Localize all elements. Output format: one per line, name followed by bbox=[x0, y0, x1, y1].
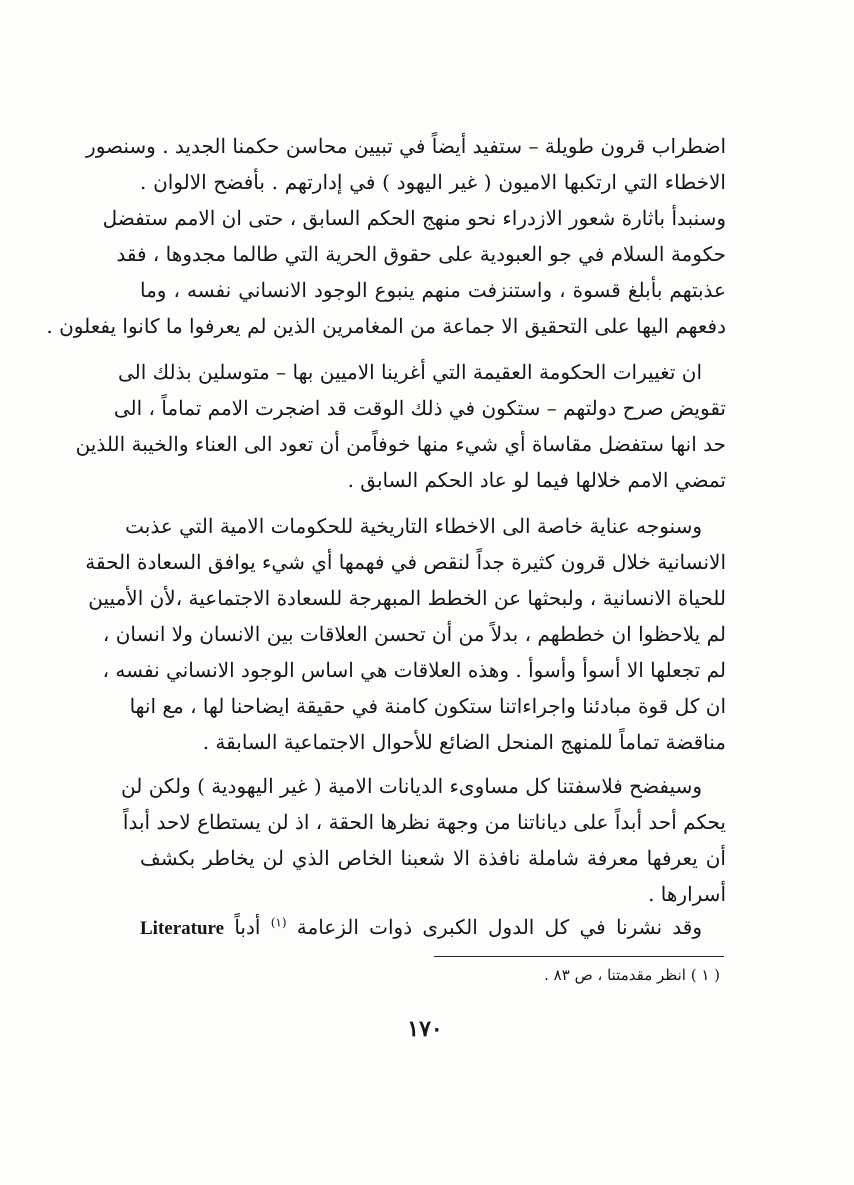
paragraph-2 bbox=[75, 354, 726, 498]
paragraph-line: أن يعرفها معرفة شاملة نافذة الا شعبنا الخاص الذي لن يخاطر بكشف bbox=[140, 846, 726, 870]
footnote-marker: (١) bbox=[270, 915, 287, 930]
paragraph-line: يحكم أحد أبداً على دياناتنا من وجهة نظرها الحقة ، اذ لن يستطاع لاحد أبداً bbox=[122, 810, 726, 834]
footnote: ( ١ ) انظر مقدمتنا ، ص ٨٣ . bbox=[544, 966, 720, 984]
paragraph-line: وسنبدأ باثارة شعور الازدراء نحو منهج الحكم السابق ، حتى ان الامم ستفضل bbox=[102, 206, 726, 230]
paragraph-line: مناقضة تماماً للمنهج المنحل الضائع للأحوال الاجتماعية السابقة . bbox=[202, 730, 726, 754]
paragraph-line: لم يلاحظوا ان خططهم ، بدلاً من أن تحسن العلاقات بين الانسان ولا انسان ، bbox=[102, 622, 726, 646]
paragraph-line: الاخطاء التي ارتكبها الاميون ( غير اليهود ) في إدارتهم . بأفضح الالوان . bbox=[140, 170, 726, 194]
paragraph-line bbox=[140, 906, 726, 948]
paragraph-line: حد انها ستفضل مقاساة أي شيء منها خوفاًمن أن تعود الى العناء والخيبة اللذين bbox=[75, 432, 726, 456]
last-paragraph-text: وقد نشرنا في كل الدول الكبرى ذوات الزعامة bbox=[296, 915, 703, 939]
latin-term: Literature bbox=[140, 918, 225, 939]
paragraph-line: للحياة الانسانية ، ولبحثها عن الخطط المبهرجة للسعادة الاجتماعية ،لأن الأميين bbox=[88, 586, 726, 610]
paragraph-5 bbox=[140, 906, 726, 948]
arabic-term: أدباً bbox=[234, 915, 261, 939]
paragraph-line: ان كل قوة مبادئنا واجراءاتنا ستكون كامنة في حقيقة ايضاحنا لها ، مع انها bbox=[129, 694, 726, 718]
paragraph-line: دفعهم اليها على التحقيق الا جماعة من المغامرين الذين لم يعرفوا ما كانوا يفعلون . bbox=[46, 314, 726, 338]
paragraph-line: وسنوجه عناية خاصة الى الاخطاء التاريخية للحكومات الامية التي عذبت bbox=[125, 514, 702, 538]
paragraph-line: وسيفضح فلاسفتنا كل مساوىء الديانات الامية ( غير اليهودية ) ولكن لن bbox=[121, 774, 702, 798]
paragraph-line: عذبتهم بأبلغ قسوة ، واستنزفت منهم ينبوع الوجود الانساني نفسه ، وما bbox=[140, 278, 726, 302]
paragraph-line: ان تغييرات الحكومة العقيمة التي أغرينا الاميين بها – متوسلين بذلك الى bbox=[118, 360, 702, 384]
paragraph-line: اضطراب قرون طويلة – ستفيد أيضاً في تبيين محاسن حكمنا الجديد . وسنصور bbox=[86, 134, 726, 158]
footnote-divider bbox=[434, 956, 724, 957]
page-number: ١٧٠ bbox=[407, 1016, 443, 1042]
paragraph-3 bbox=[85, 508, 726, 760]
paragraph-4 bbox=[121, 768, 726, 912]
paragraph-line: تقويض صرح دولتهم – ستكون في ذلك الوقت قد اضجرت الامم تماماً ، الى bbox=[113, 396, 726, 420]
paragraph-line: حكومة السلام في جو العبودية على حقوق الحرية التي طالما مجدوها ، فقد bbox=[116, 242, 726, 266]
paragraph-line: لم تجعلها الا أسوأ وأسوأ . وهذه العلاقات هي اساس الوجود الانساني نفسه ، bbox=[102, 658, 726, 682]
paragraph-line: الانسانية خلال قرون كثيرة جداً لنقص في فهمها أي شيء يوافق السعادة الحقة bbox=[85, 550, 726, 574]
paragraph-line: تمضي الامم خلالها فيما لو عاد الحكم السابق . bbox=[347, 468, 726, 492]
paragraph-line: أسرارها . bbox=[648, 882, 726, 906]
paragraph-1 bbox=[46, 128, 726, 344]
